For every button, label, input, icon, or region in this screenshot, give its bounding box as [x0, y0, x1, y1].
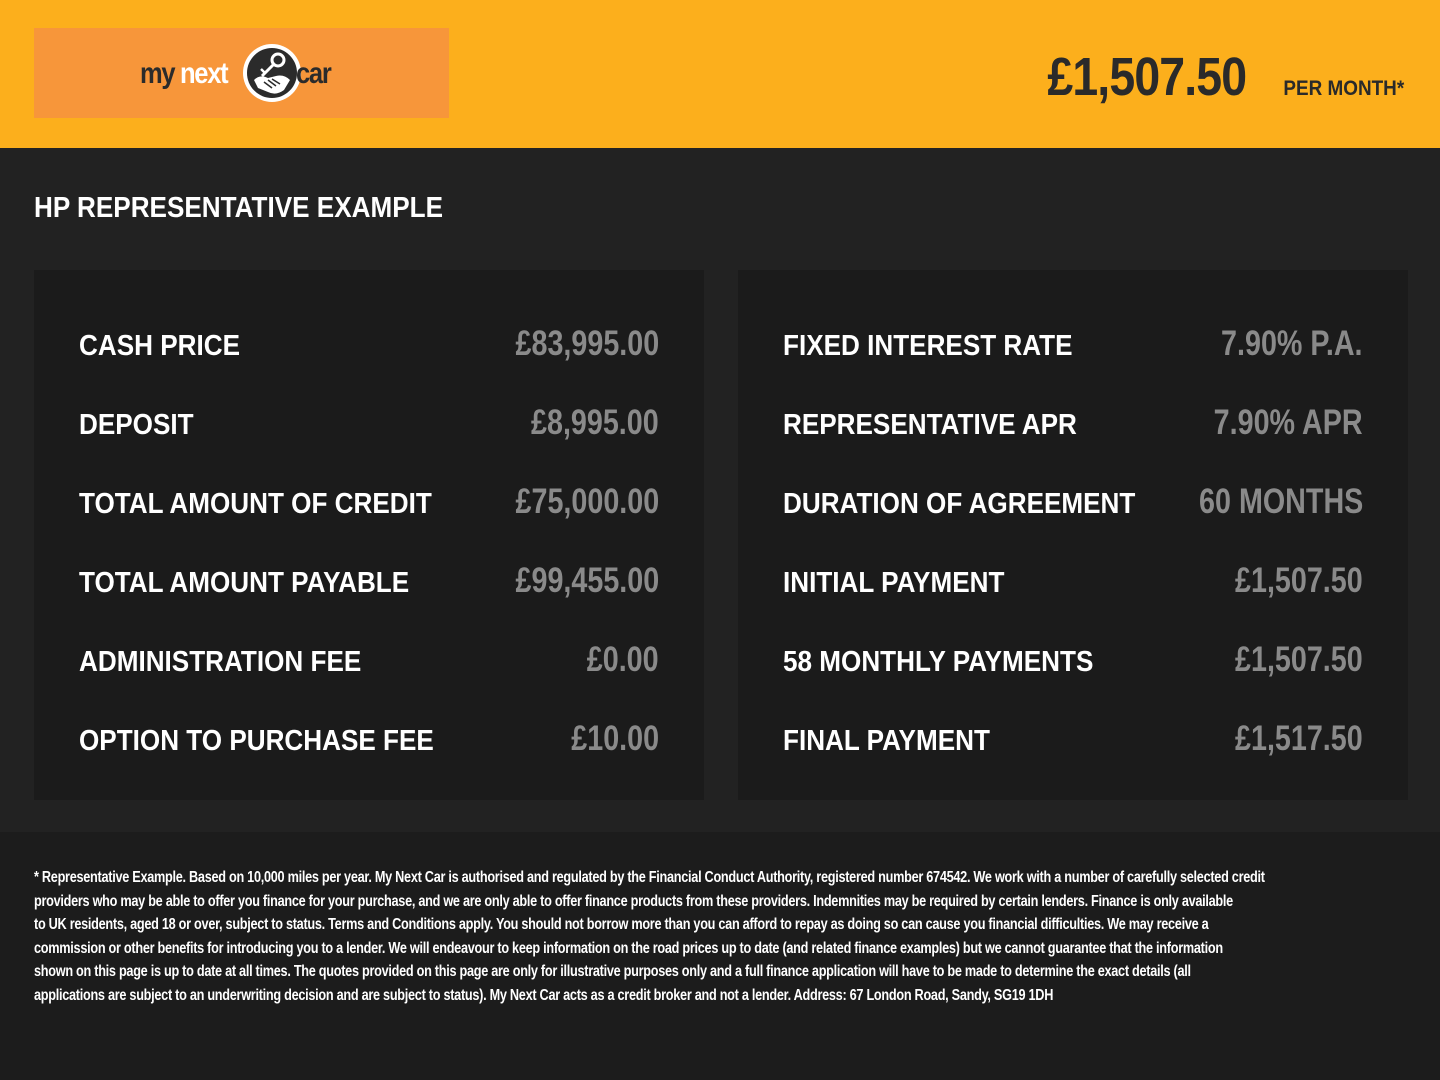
finance-row — [79, 720, 659, 760]
handshake-key-icon — [240, 32, 304, 114]
row-value: £1,517.50 — [1235, 719, 1363, 758]
disclaimer-line: providers who may be able to offer you finance for your purchase, and we are only able to offer finance products from these providers. Indemnities may be required by certain lenders. Finance is only available — [34, 892, 1233, 910]
finance-row — [783, 325, 1363, 365]
row-label: TOTAL AMOUNT PAYABLE — [79, 567, 410, 599]
finance-row — [79, 483, 659, 523]
logo-box[interactable] — [34, 28, 449, 118]
row-label: INITIAL PAYMENT — [783, 567, 1005, 599]
row-value: £1,507.50 — [1235, 640, 1363, 679]
finance-row — [79, 404, 659, 444]
row-value: £83,995.00 — [515, 324, 659, 363]
logo-text-next: next — [180, 57, 228, 90]
finance-row — [783, 641, 1363, 681]
row-value: £1,507.50 — [1235, 561, 1363, 600]
finance-row — [783, 483, 1363, 523]
section-title: HP REPRESENTATIVE EXAMPLE — [34, 192, 443, 224]
row-label: CASH PRICE — [79, 330, 240, 362]
disclaimer-line: commission or other benefits for introducing you to a lender. We will endeavour to keep information on the road prices up to date (and related finance examples) but we cannot guarantee that the information — [34, 939, 1223, 957]
disclaimer-line: * Representative Example. Based on 10,000 miles per year. My Next Car is authorised and regulated by the Financial Conduct Authority, registered number 674542. We work with a number of carefully selected credit — [34, 869, 1265, 886]
disclaimer-line: to UK residents, aged 18 or over, subject to status. Terms and Conditions apply. You should not borrow more than you can afford to repay as doing so can cause you financial difficulties. We may receive a — [34, 916, 1209, 934]
finance-row — [783, 404, 1363, 444]
disclaimer-line: shown on this page is up to date at all times. The quotes provided on this page are only for illustrative purposes only and a full finance application will have to be made to determine the exact details (all — [34, 963, 1191, 981]
mynextcar-logo — [140, 32, 350, 114]
row-value: 60 MONTHS — [1198, 482, 1363, 521]
row-value: £10.00 — [571, 719, 659, 758]
finance-panel-right — [738, 270, 1408, 800]
row-label: 58 MONTHLY PAYMENTS — [783, 646, 1094, 678]
row-label: TOTAL AMOUNT OF CREDIT — [79, 488, 432, 520]
finance-row — [79, 325, 659, 365]
monthly-price: £1,507.50 — [1047, 47, 1246, 107]
finance-row — [79, 641, 659, 681]
row-label: DURATION OF AGREEMENT — [783, 488, 1136, 520]
per-month-label: PER MONTH* — [1283, 77, 1404, 100]
finance-panel-left — [34, 270, 704, 800]
row-value: £0.00 — [587, 640, 659, 679]
disclaimer-text — [34, 866, 1265, 1008]
row-label: DEPOSIT — [79, 409, 194, 441]
row-label: OPTION TO PURCHASE FEE — [79, 725, 434, 757]
finance-row — [783, 720, 1363, 760]
row-value: 7.90% APR — [1214, 403, 1363, 442]
row-value: £75,000.00 — [515, 482, 659, 521]
row-label: ADMINISTRATION FEE — [79, 646, 362, 678]
logo-text-car: car — [296, 57, 331, 90]
logo-text-my: my — [140, 57, 175, 90]
row-label: FIXED INTEREST RATE — [783, 330, 1073, 362]
row-value: £99,455.00 — [515, 561, 659, 600]
finance-row — [783, 562, 1363, 602]
row-label: FINAL PAYMENT — [783, 725, 990, 757]
disclaimer-line: applications are subject to an underwriting decision and are subject to status). My Next Car acts as a credit broker and not a lender. Address: 67 London Road, Sandy, SG19 1DH — [34, 986, 1054, 1004]
row-value: 7.90% P.A. — [1221, 324, 1363, 363]
row-label: REPRESENTATIVE APR — [783, 409, 1077, 441]
row-value: £8,995.00 — [531, 403, 659, 442]
finance-row — [79, 562, 659, 602]
header-bar — [0, 0, 1440, 148]
